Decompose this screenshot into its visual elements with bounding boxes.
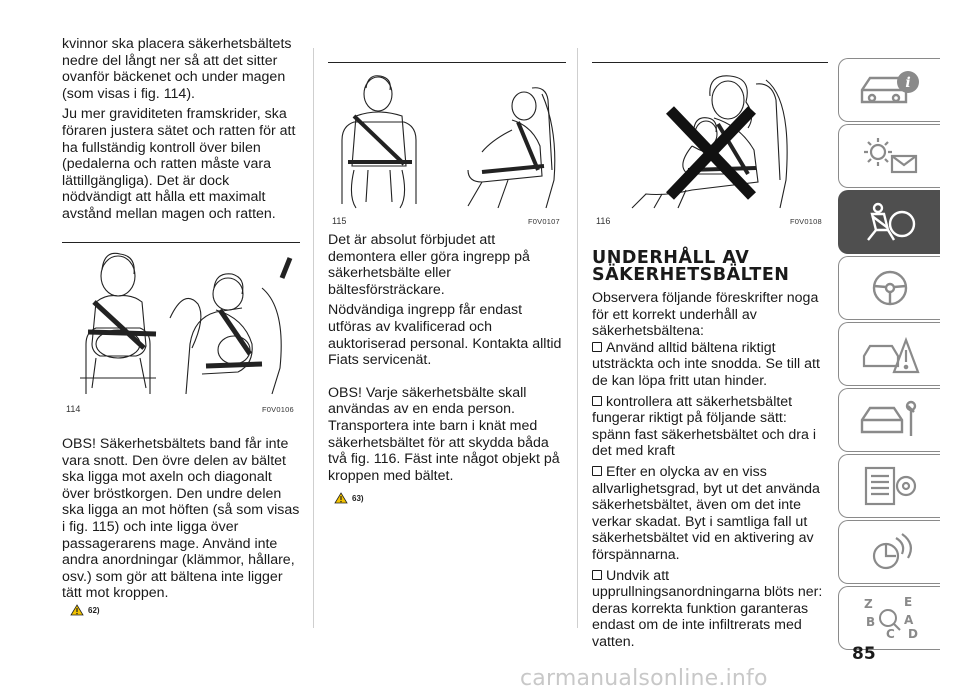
warning-reference [334, 492, 364, 504]
figure-number: 115 [332, 216, 347, 226]
checkbox-bullet-icon [592, 396, 602, 406]
airbag-safety-icon [858, 200, 922, 244]
figure-code: F0V0108 [790, 217, 822, 226]
paragraph: OBS! Varje säkerhetsbälte skall användas av en enda person. Transportera inte barn i knät med säkerhetsbältet för att skydda båda två fig. 116. Fäst inte något objekt på kroppen med bältet. [328, 384, 560, 484]
tab-emergency[interactable] [838, 322, 940, 386]
paragraph: Nödvändiga ingrepp får endast utföras av kvalificerad och auktoriserad personal. Kontakta alltid Fiats servicenät. [328, 302, 562, 369]
figure-code: F0V0107 [528, 217, 560, 226]
svg-text:i: i [904, 75, 911, 91]
checkbox-bullet-icon [592, 570, 602, 580]
index-letter: D [907, 627, 918, 641]
figure-number: 114 [66, 404, 81, 414]
tab-maintenance[interactable] [838, 388, 940, 452]
checkbox-bullet-icon [592, 466, 602, 476]
warning-reference [70, 604, 100, 616]
figure-top-rule [328, 62, 566, 63]
column-1-lower [62, 436, 302, 606]
checkbox-bullet-icon [592, 342, 602, 352]
index-az-icon [858, 594, 922, 642]
page-number: 85 [852, 644, 876, 664]
heading-line: UNDERHÅLL AV [592, 248, 750, 268]
warning-ref-text: 62) [88, 605, 100, 615]
list-item [592, 464, 828, 564]
tab-starting-driving[interactable] [838, 256, 940, 320]
index-letter: E [903, 595, 912, 609]
paragraph: kvinnor ska placera säkerhetsbältets nedre del långt ner så att det sitter ovanför bäckenet och under magen (som visas i fig. 114). [62, 36, 292, 102]
car-info-icon [858, 68, 922, 112]
column-divider [577, 48, 578, 628]
list-item [592, 568, 828, 651]
list-item-text: Använd alltid bältena riktigt utsträckta och inte snodda. Se till att de kan löpa fritt utan hinder. [592, 339, 820, 389]
figure-114 [66, 248, 298, 396]
multimedia-icon [858, 530, 922, 574]
car-service-icon [858, 398, 922, 442]
steering-wheel-icon [858, 266, 922, 310]
warning-ref-text: 63) [352, 493, 364, 503]
tab-index[interactable] [838, 586, 940, 650]
paragraph: Observera följande föreskrifter noga för ett korrekt underhåll av säkerhetsbältena: [592, 290, 819, 340]
heading-line: SÄKERHETSBÄLTEN [592, 265, 790, 285]
list-item-text: Undvik att upprullningsanordningarna blöts ner: deras korrekta funktion garanteras endast om de inte infiltrerats med vatten. [592, 567, 823, 650]
figure-116 [596, 70, 824, 210]
column-divider [313, 48, 314, 628]
tab-technical-data[interactable] [838, 454, 940, 518]
watermark: carmanualsonline.info [520, 666, 768, 691]
index-letter: B [865, 615, 875, 629]
index-letter: Z [863, 597, 873, 611]
figure-top-rule [592, 62, 828, 63]
index-letter: C [885, 627, 895, 641]
warning-triangle-icon [334, 492, 348, 504]
warning-triangle-car-icon [858, 332, 922, 376]
tab-safety[interactable] [838, 190, 940, 254]
paragraph: Ju mer graviditeten framskrider, ska föraren justera sätet och ratten för att ha fullständig kontroll över bilen (pedalerna och ratten måste vara lättillgängliga). Det är dock nödvändigt att hålla ett maximalt avstånd mellan magen och ratten. [62, 106, 296, 222]
tab-multimedia[interactable] [838, 520, 940, 584]
warning-triangle-icon [70, 604, 84, 616]
column-2 [328, 232, 566, 488]
chapter-tabs [838, 58, 940, 652]
list-item-text: Efter en olycka av en viss allvarlighetsgrad, byt ut det använda säkerhetsbältet, även om det inte verkar skadat. Byt i samtliga fall ut säkerhetsbältet vid en aktivering av förspännarna. [592, 463, 820, 563]
tab-dashboard-lights[interactable] [838, 124, 940, 188]
paragraph: OBS! Säkerhetsbältets band får inte vara snott. Den övre delen av bältet ska ligga mot axeln och diagonalt över bröstkorgen. Den undre delen ska ligga an mot höften (så som visas i fig. 115) och inte ligga över passagerarens mage. Använd inte andra anordningar (klämmor, hållare, osv.) som gör att bältena inte ligger tätt mot kroppen. [62, 436, 300, 602]
figure-top-rule [62, 242, 300, 243]
specifications-icon [858, 464, 922, 508]
paragraph: Det är absolut förbjudet att demontera eller göra ingrepp på säkerhetsbälte eller bältesförsträckare. [328, 232, 530, 298]
list-item [592, 394, 828, 460]
list-item-text: kontrollera att säkerhetsbältet fungerar riktigt på följande sätt: spänn fast säkerhetsbältet och dra i det med kraft [592, 393, 816, 460]
column-1 [62, 36, 302, 227]
list-item [592, 340, 828, 390]
tab-car-info[interactable] [838, 58, 940, 122]
dashboard-lights-icon [858, 134, 922, 178]
figure-code: F0V0106 [262, 405, 294, 414]
figure-number: 116 [596, 216, 611, 226]
index-letter: A [903, 613, 913, 627]
section-heading [592, 250, 828, 284]
figure-115 [332, 70, 564, 210]
column-3 [592, 250, 828, 654]
